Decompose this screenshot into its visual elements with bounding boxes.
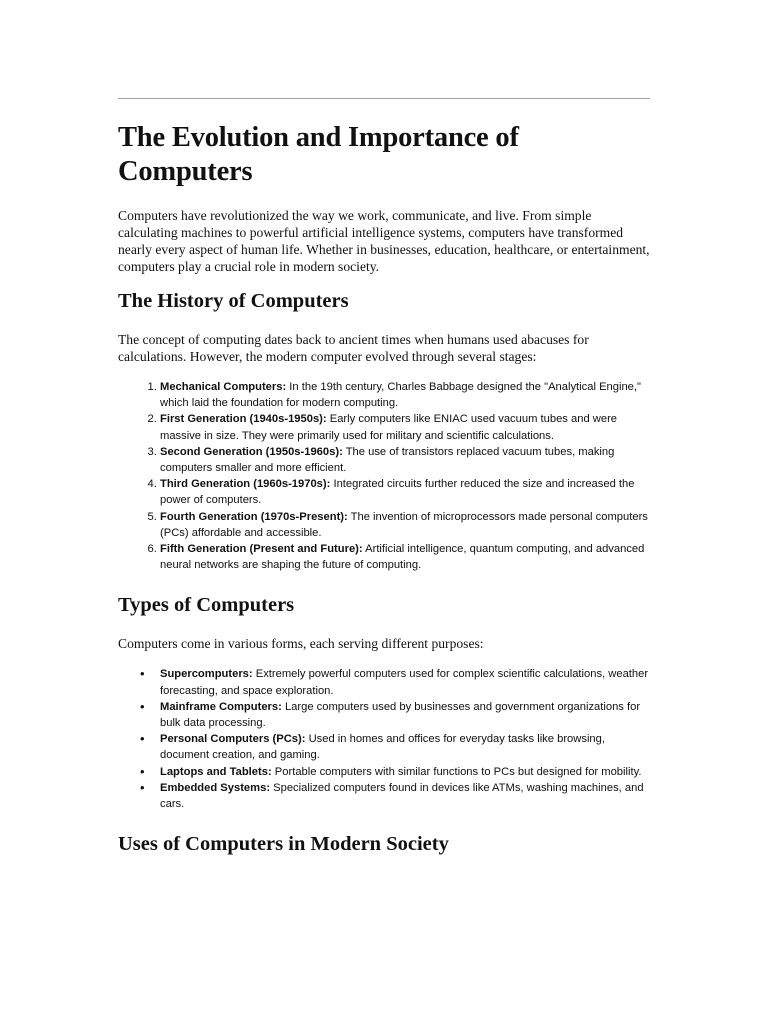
list-item-term: Personal Computers (PCs):: [160, 733, 306, 746]
list-item: [160, 379, 650, 411]
list-item-text: Extremely powerful computers used for complex scientific calculations, weather forecasting, and space exploration.: [160, 668, 649, 697]
list-item: [160, 444, 650, 476]
list-item-text: Artificial intelligence, quantum computing, and advanced neural networks are shaping the future of computing.: [160, 543, 645, 572]
bullet-icon: •: [140, 731, 145, 747]
bullet-icon: •: [140, 779, 145, 795]
list-item-text: In the 19th century, Charles Babbage designed the "Analytical Engine," which laid the foundation for modern computing.: [160, 381, 641, 410]
history-intro: The concept of computing dates back to ancient times when humans used abacuses for calculations. However, the modern computer evolved through several stages:: [118, 332, 589, 364]
types-heading: Types of Computers: [118, 594, 295, 617]
bullet-icon: •: [140, 666, 145, 682]
list-item-term: Third Generation (1960s-1970s):: [160, 478, 331, 491]
types-intro: Computers come in various forms, each serving different purposes:: [118, 636, 484, 652]
history-list: [118, 379, 650, 573]
list-item-term: Supercomputers:: [160, 668, 253, 681]
list-item-text: Large computers used by businesses and government organizations for bulk data processing.: [160, 700, 641, 730]
history-heading: The History of Computers: [118, 290, 349, 312]
uses-heading: Uses of Computers in Modern Society: [118, 833, 449, 856]
list-item: [140, 698, 650, 731]
list-item-term: Fourth Generation (1970s-Present):: [160, 510, 348, 523]
list-item-term: Laptops and Tablets:: [160, 765, 272, 778]
document-page: [118, 98, 650, 874]
top-divider: [118, 98, 650, 99]
bullet-icon: •: [140, 763, 145, 779]
intro-paragraph: Computers have revolutionized the way we work, communicate, and live. From simple calculating machines to powerful artificial intelligence systems, computers have transformed nearly every aspect of human life. Whether in businesses, education, healthcare, or entertainment, computers play a crucial role in modern society.: [118, 208, 650, 274]
list-item: [140, 779, 650, 812]
list-item-term: Second Generation (1950s-1960s):: [160, 445, 343, 458]
list-item: [140, 763, 650, 780]
list-item-term: Mechanical Computers:: [160, 381, 287, 393]
list-item-term: First Generation (1940s-1950s):: [160, 413, 327, 426]
list-item-term: Embedded Systems:: [160, 781, 271, 794]
list-item-term: Fifth Generation (Present and Future):: [160, 543, 363, 556]
list-item: [140, 666, 650, 698]
list-item-text: The use of transistors replaced vacuum tubes, making computers smaller and more efficient.: [160, 445, 615, 475]
document-title: The Evolution and Importance of Computers: [118, 122, 519, 187]
list-item-text: Early computers like ENIAC used vacuum tubes and were massive in size. They were primarily used for military and scientific calculations.: [160, 413, 618, 442]
list-item-text: The invention of microprocessors made personal computers (PCs) affordable and accessible.: [160, 510, 648, 539]
list-item-text: Specialized computers found in devices like ATMs, washing machines, and cars.: [160, 781, 644, 811]
bullet-icon: •: [140, 698, 145, 714]
list-item-text: Integrated circuits further reduced the size and increased the power of computers.: [160, 478, 635, 507]
list-item-text: Portable computers with similar functions to PCs but designed for mobility.: [271, 765, 642, 778]
list-item: [140, 731, 650, 763]
list-item-text: Used in homes and offices for everyday tasks like browsing, document creation, and gaming.: [160, 733, 605, 762]
types-list: [118, 666, 650, 812]
list-item: [160, 476, 650, 508]
list-item: [160, 411, 650, 443]
list-item: [160, 509, 650, 541]
list-item-term: Mainframe Computers:: [160, 700, 282, 713]
list-item: [160, 541, 650, 573]
